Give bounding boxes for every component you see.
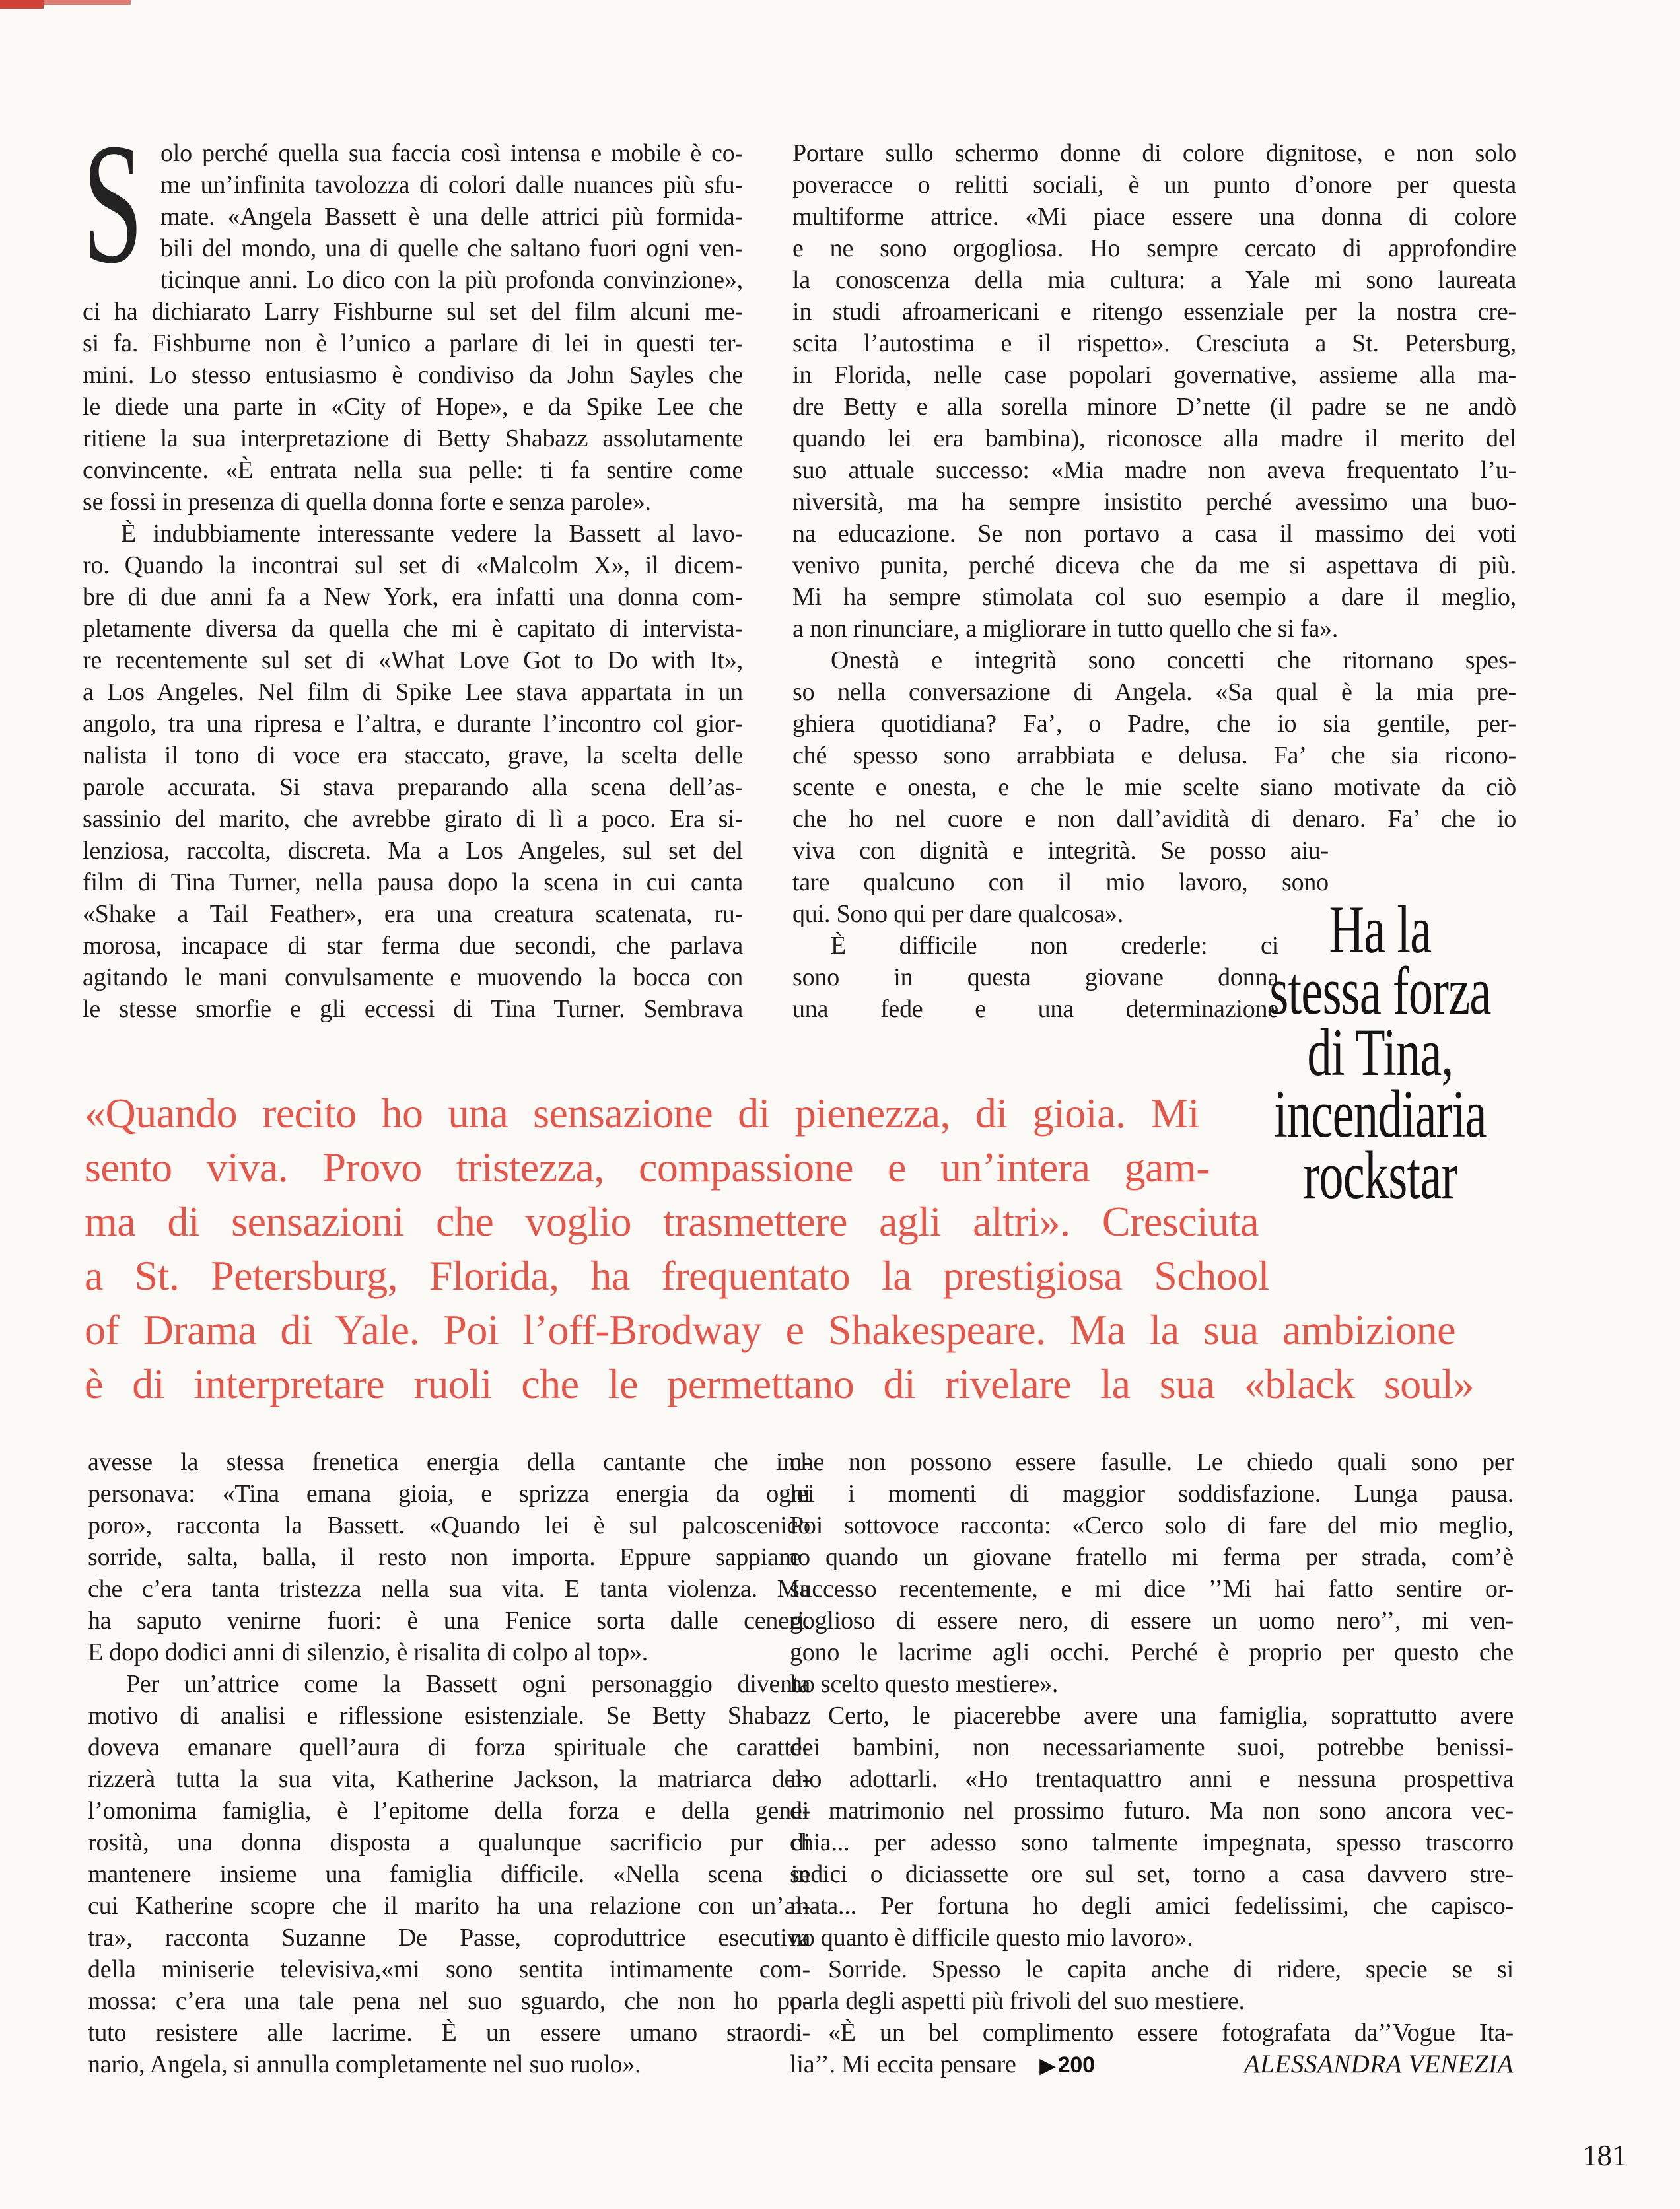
text-line: personava: «Tina emana gioia, e sprizza energia da ogni <box>88 1480 810 1508</box>
text-line: nalista il tono di voce era staccato, grave, la scelta delle <box>83 742 743 769</box>
text-line: Onestà e integrità sono concetti che ritornano spes- <box>831 647 1516 674</box>
text-line: a St. Petersburg, Florida, ha frequentato la prestigiosa School <box>85 1252 1269 1299</box>
text-line: che non possono essere fasulle. Le chiedo quali sono per <box>790 1448 1514 1476</box>
text-line: È difficile non crederle: ci <box>831 932 1278 960</box>
text-line: cui Katherine scopre che il marito ha una relazione con un’al- <box>88 1892 810 1920</box>
text-line: se fossi in presenza di quella donna forte e senza parole». <box>83 488 651 516</box>
continuation-marker <box>1040 2049 1095 2082</box>
text-line: goglioso di essere nero, di essere un uomo nero’’, mi ven- <box>790 1607 1514 1634</box>
text-line: a non rinunciare, a migliorare in tutto quello che si fa». <box>792 615 1339 643</box>
text-line: lenziosa, raccolta, discreta. Ma a Los Angeles, sul set del <box>83 837 743 864</box>
text-line: convincente. «È entrata nella sua pelle: ti fa sentire come <box>83 456 743 484</box>
text-line: multiforme attrice. «Mi piace essere una donna di colore <box>792 203 1516 230</box>
text-line: mini. Lo stesso entusiasmo è condiviso da John Sayles che <box>83 361 743 389</box>
text-line: Ha la <box>1329 892 1432 967</box>
text-line: «Shake a Tail Feather», era una creatura scatenata, ru- <box>83 900 743 928</box>
text-line: nario, Angela, si annulla completamente nel suo ruolo». <box>88 2051 641 2078</box>
text-line: rizzerà tutta la sua vita, Katherine Jackson, la matriarca del- <box>88 1765 810 1793</box>
text-line: niversità, ma ha sempre insistito perché avessimo una buo- <box>792 488 1516 516</box>
text-line: le stesse smorfie e gli eccessi di Tina Turner. Sembrava <box>83 995 743 1023</box>
drop-cap: S <box>83 108 143 299</box>
text-line: sono in questa giovane donna <box>792 964 1278 991</box>
text-line: parla degli aspetti più frivoli del suo mestiere. <box>790 1987 1245 2015</box>
text-line: ho scelto questo mestiere». <box>790 1670 1059 1698</box>
text-line: ma di sensazioni che voglio trasmettere agli altri». Cresciuta <box>85 1198 1259 1245</box>
page-number: 181 <box>1582 2139 1627 2172</box>
text-line: successo recentemente, e mi dice ’’Mi hai fatto sentire or- <box>790 1575 1514 1603</box>
text-line: Poi sottovoce racconta: «Cerco solo di fare del mio meglio, <box>790 1512 1514 1539</box>
text-line: sento viva. Provo tristezza, compassione e un’intera gam- <box>85 1144 1210 1191</box>
column-top-right-narrower <box>792 930 1278 1025</box>
text-line: ha saputo venirne fuori: è una Fenice sorta dalle ceneri. <box>88 1607 810 1634</box>
text-line: Certo, le piacerebbe avere una famiglia, soprattutto avere <box>828 1702 1514 1730</box>
text-line: in Florida, nelle case popolari governative, assieme alla ma- <box>792 361 1516 389</box>
byline: ALESSANDRA VENEZIA <box>1243 2050 1514 2078</box>
text-line: re recentemente sul set di «What Love Got to Do with It», <box>83 647 743 674</box>
text-line: morosa, incapace di star ferma due secondi, che parlava <box>83 932 743 960</box>
text-line: ticinque anni. Lo dico con la più profonda convinzione», <box>160 266 743 294</box>
scan-red-mark-thin <box>44 0 131 5</box>
text-line: a Los Angeles. Nel film di Spike Lee stava appartata in un <box>83 678 743 706</box>
text-line: quando lei era bambina), riconosce alla madre il merito del <box>792 425 1516 452</box>
text-line: viva con dignità e integrità. Se posso aiu- <box>792 837 1329 864</box>
text-line: e ne sono orgogliosa. Ho sempre cercato di approfondire <box>792 234 1516 262</box>
column-bottom-left <box>88 1446 810 2080</box>
continuation-arrow-icon: ▶ <box>1039 2055 1058 2077</box>
text-line: rosità, una donna disposta a qualunque sacrificio pur di <box>88 1829 810 1856</box>
text-line: doveva emanare quell’aura di forza spirituale che caratte- <box>88 1734 810 1761</box>
text-line: l’omonima famiglia, è l’epitome della forza e della gene- <box>88 1797 810 1825</box>
text-line: «Quando recito ho una sensazione di pienezza, di gioia. Mi <box>85 1090 1199 1137</box>
text-line: me un’infinita tavolozza di colori dalle nuances più sfu- <box>160 171 743 199</box>
final-line-text: lia’’. Mi eccita pensare <box>790 2051 1016 2078</box>
text-line: stessa forza <box>1269 954 1491 1029</box>
text-line: na educazione. Se non portavo a casa il massimo dei voti <box>792 520 1516 547</box>
text-line: Sorride. Spesso le capita anche di ridere, specie se si <box>828 1955 1514 1983</box>
column-bottom-right <box>790 1446 1514 2082</box>
text-line: scente e onesta, e che le mie scelte siano motivate da ciò <box>792 773 1516 801</box>
text-line: in studi afroamericani e ritengo essenziale per la nostra cre- <box>792 298 1516 326</box>
text-line: bre di due anni fa a New York, era infatti una donna com- <box>83 583 743 611</box>
text-line: tare qualcuno con il mio lavoro, sono <box>792 868 1329 896</box>
text-line: angolo, tra una ripresa e l’altra, e durante l’incontro col gior- <box>83 710 743 738</box>
scan-red-mark <box>0 0 44 9</box>
text-line: incendiaria <box>1274 1076 1487 1152</box>
text-line: scita l’autostima e il rispetto». Cresciuta a St. Petersburg, <box>792 330 1516 357</box>
text-line: la conoscenza della mia cultura: a Yale mi sono laureata <box>792 266 1516 294</box>
text-line: di Tina, <box>1307 1015 1453 1090</box>
text-line: della miniserie televisiva,«mi sono sentita intimamente com- <box>88 1955 810 1983</box>
text-line: qui. Sono qui per dare qualcosa». <box>792 900 1124 928</box>
column-top-left <box>83 108 743 1025</box>
text-line: ro. Quando la incontrai sul set di «Malcolm X», il dicem- <box>83 551 743 579</box>
text-line: ghiera quotidiana? Fa’, o Padre, che io sia gentile, per- <box>792 710 1516 738</box>
text-line: film di Tina Turner, nella pausa dopo la scena in cui canta <box>83 868 743 896</box>
continuation-page: 200 <box>1057 2052 1095 2078</box>
text-line: mossa: c’era una tale pena nel suo sguardo, che non ho po- <box>88 1987 810 2015</box>
text-line: ritiene la sua interpretazione di Betty Shabazz assolutamente <box>83 425 743 452</box>
text-line: sedici o diciassette ore sul set, torno a casa davvero stre- <box>790 1860 1514 1888</box>
text-line: avesse la stessa frenetica energia della cantante che im- <box>88 1448 810 1476</box>
text-line: che c’era tanta tristezza nella sua vita. E tanta violenza. Ma <box>88 1575 810 1603</box>
text-line: ché spesso sono arrabbiata e delusa. Fa’ che sia ricono- <box>792 742 1516 769</box>
text-line: sassinio del marito, che avrebbe girato di lì a poco. Era si- <box>83 805 743 833</box>
text-line: chia... per adesso sono talmente impegnata, spesso trascorro <box>790 1829 1514 1856</box>
final-line <box>790 2049 1514 2082</box>
text-line: no quanto è difficile questo mio lavoro». <box>790 1924 1193 1951</box>
text-line: tra», racconta Suzanne De Passe, coproduttrice esecutiva <box>88 1924 810 1951</box>
text-line: ci ha dichiarato Larry Fishburne sul set del film alcuni me- <box>83 298 743 326</box>
text-line: agitando le mani convulsamente e muovendo la bocca con <box>83 964 743 991</box>
text-line: gono le lacrime agli occhi. Perché è proprio per questo che <box>790 1638 1514 1666</box>
text-line: lei i momenti di maggior soddisfazione. Lunga pausa. <box>790 1480 1514 1508</box>
text-line: poro», racconta la Bassett. «Quando lei è sul palcoscenico <box>88 1512 810 1539</box>
text-line: Mi ha sempre stimolata col suo esempio a dare il meglio, <box>792 583 1516 611</box>
text-line: parole accurata. Si stava preparando alla scena dell’as- <box>83 773 743 801</box>
text-line: dre Betty e alla sorella minore D’nette (il padre se ne andò <box>792 393 1516 421</box>
text-line: sorride, salta, balla, il resto non importa. Eppure sappiamo <box>88 1543 810 1571</box>
text-line: E dopo dodici anni di silenzio, è risalita di colpo al top». <box>88 1638 648 1666</box>
text-line: che ho nel cuore e non dall’avidità di denaro. Fa’ che io <box>792 805 1516 833</box>
text-line: È indubbiamente interessante vedere la Bassett al lavo- <box>121 520 743 547</box>
text-line: olo perché quella sua faccia così intensa e mobile è co- <box>160 139 743 167</box>
text-line: mantenere insieme una famiglia difficile. «Nella scena in <box>88 1860 810 1888</box>
text-line: è di interpretare ruoli che le permettano di rivelare la sua «black soul» <box>85 1360 1474 1407</box>
text-line: Portare sullo schermo donne di colore dignitose, e non solo <box>792 139 1516 167</box>
text-line: suo attuale successo: «Mia madre non aveva frequentato l’u- <box>792 456 1516 484</box>
text-line: motivo di analisi e riflessione esistenziale. Se Betty Shabazz <box>88 1702 810 1730</box>
text-line: venivo punita, perché diceva che da me si aspettava di più. <box>792 551 1516 579</box>
text-line: mata... Per fortuna ho degli amici fedelissimi, che capisco- <box>790 1892 1514 1920</box>
text-line: dei bambini, non necessariamente suoi, potrebbe benissi- <box>790 1734 1514 1761</box>
text-line: poveracce o relitti sociali, è un punto d’onore per questa <box>792 171 1516 199</box>
pull-quote-red <box>85 1086 1474 1411</box>
text-line: tuto resistere alle lacrime. È un essere umano straordi- <box>88 2019 810 2047</box>
text-line: «È un bel complimento essere fotografata da’’Vogue Ita- <box>828 2019 1514 2047</box>
text-line: so nella conversazione di Angela. «Sa qual è la mia pre- <box>792 678 1516 706</box>
text-line: of Drama di Yale. Poi l’off-Brodway e Shakespeare. Ma la sua ambizione <box>85 1306 1455 1353</box>
text-line: Per un’attrice come la Bassett ogni personaggio diventa <box>126 1670 810 1698</box>
text-line: si fa. Fishburne non è l’unico a parlare di lei in questi ter- <box>83 330 743 357</box>
text-line: pletamente diversa da quella che mi è capitato di intervista- <box>83 615 743 643</box>
text-line: le diede una parte in «City of Hope», e da Spike Lee che <box>83 393 743 421</box>
text-line: una fede e una determinazione <box>792 995 1278 1023</box>
text-line: bili del mondo, una di quelle che saltano fuori ogni ven- <box>160 234 743 262</box>
column-top-right <box>792 137 1516 835</box>
text-line: mo adottarli. «Ho trentaquattro anni e nessuna prospettiva <box>790 1765 1514 1793</box>
text-line: rockstar <box>1303 1138 1457 1213</box>
text-line: di matrimonio nel prossimo futuro. Ma non sono ancora vec- <box>790 1797 1514 1825</box>
text-line: mate. «Angela Bassett è una delle attrici più formida- <box>160 203 743 230</box>
text-line: e quando un giovane fratello mi ferma per strada, com’è <box>790 1543 1514 1571</box>
